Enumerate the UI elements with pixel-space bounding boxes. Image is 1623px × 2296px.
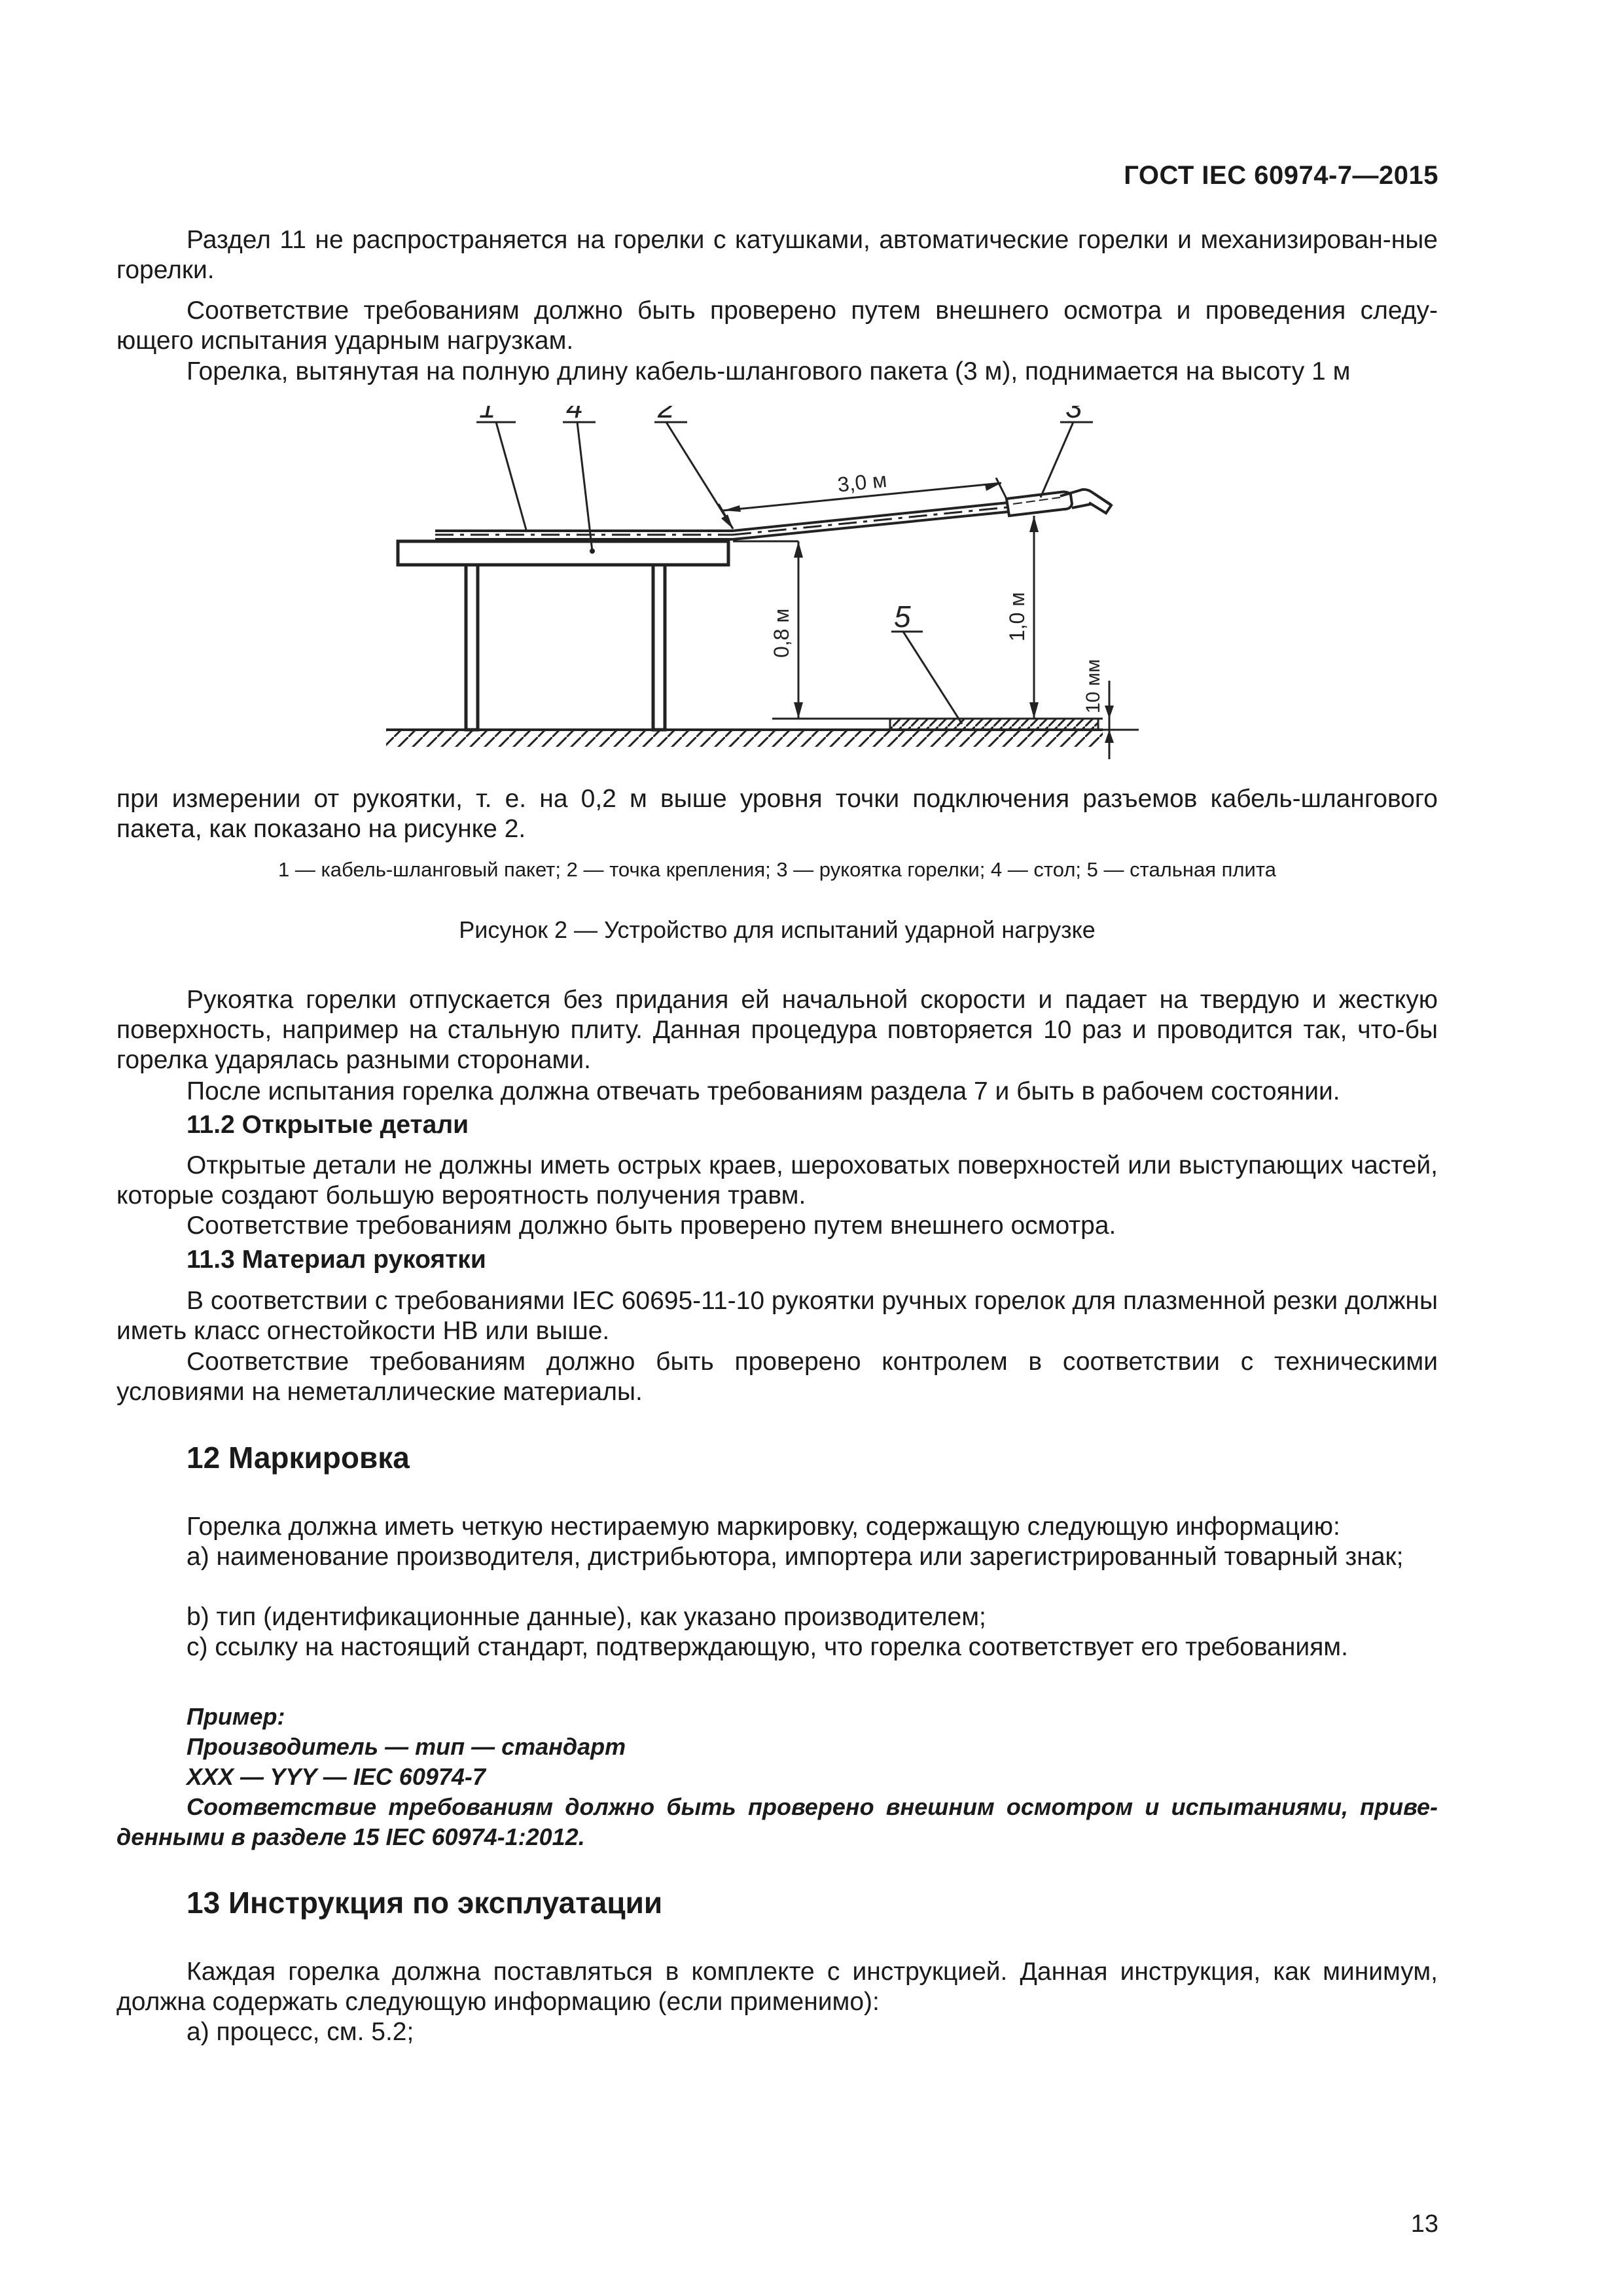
svg-text:5: 5 — [894, 600, 911, 634]
section-12-heading: 12 Маркировка — [187, 1441, 410, 1475]
figure-legend: 1 — кабель-шланговый пакет; 2 — точка крепления; 3 — рукоятка горелки; 4 — стол; 5 — стальная плита — [278, 858, 1276, 881]
intro-paragraph-3: Горелка, вытянутая на полную длину кабель-шлангового пакета (3 м), поднимается на высоту 1 м — [187, 357, 1351, 386]
steel-plate — [772, 719, 1103, 730]
svg-text:2: 2 — [658, 406, 675, 424]
example-line-1: Производитель — тип — стандарт — [187, 1733, 626, 1760]
page-header-standard: ГОСТ IEC 60974-7—2015 — [1124, 161, 1438, 190]
after-figure-paragraph: при измерении от рукоятки, т. е. на 0,2 м выше уровня точки подключения разъемов кабель-шлангового пакета, как показано на рисунке 2. — [116, 785, 1438, 843]
section-12-item-a: а) наименование производителя, дистрибьютора, импортера или зарегистрированный товарный знак; — [187, 1543, 1404, 1571]
section-11-3-paragraph-2: Соответствие требованиям должно быть проверено контролем в соответствии с техническими условиями на неметаллические материалы. — [116, 1348, 1438, 1406]
figure-2 — [380, 406, 1191, 776]
svg-text:3: 3 — [1065, 406, 1082, 424]
label-5 — [891, 600, 962, 724]
section-11-2-paragraph-2: Соответствие требованиям должно быть проверено путем внешнего осмотра. — [187, 1211, 1116, 1240]
torch-handle — [1007, 490, 1111, 516]
section-11-3-paragraph-1: В соответствии с требованиями IEC 60695-11-10 рукоятки ручных горелок для плазменной резки должны иметь класс огнестойкости HB или выше. — [116, 1287, 1438, 1345]
drop-paragraph-1: Рукоятка горелки отпускается без придания ей начальной скорости и падает на твердую и жесткую поверхность, например на стальную плиту. Данная процедура повторяется 10 раз и проводится так, что-бы горелка ударялась разными сторонами. — [116, 986, 1438, 1074]
section-13-heading: 13 Инструкция по эксплуатации — [187, 1886, 663, 1920]
example-note: Соответствие требованиям должно быть проверено внешним осмотром и испытаниями, приве-денными в разделе 15 IEC 60974-1:2012. — [116, 1793, 1438, 1850]
section-11-2-paragraph-1: Открытые детали не должны иметь острых краев, шероховатых поверхностей или выступающих частей, которые создают большую вероятность получения травм. — [116, 1151, 1438, 1210]
ground — [386, 730, 1103, 747]
example-label: Пример: — [187, 1703, 285, 1730]
dim-label-1m: 1,0 м — [1005, 592, 1029, 641]
section-13-paragraph-1: Каждая горелка должна поставляться в комплекте с инструкцией. Данная инструкция, как минимум, должна содержать следующую информацию (если применимо): — [116, 1958, 1438, 2016]
label-2 — [654, 406, 733, 529]
dimension-08m — [733, 541, 803, 719]
page-number: 13 — [1410, 2210, 1438, 2238]
label-3 — [1041, 406, 1093, 497]
dim-label-10mm: 10 мм — [1082, 659, 1104, 713]
section-12-item-c: с) ссылку на настоящий стандарт, подтверждающую, что горелка соответствует его требованиям. — [187, 1633, 1348, 1661]
section-11-3-heading: 11.3 Материал рукоятки — [187, 1246, 486, 1274]
section-12-paragraph-1: Горелка должна иметь четкую нестираемую маркировку, содержащую следующую информацию: — [187, 1513, 1340, 1541]
dim-label-3m: 3,0 м — [836, 467, 888, 497]
figure-title: Рисунок 2 — Устройство для испытаний ударной нагрузке — [459, 916, 1096, 943]
dimension-3m — [719, 468, 1007, 529]
example-line-2: XXX — YYY — IEC 60974-7 — [187, 1763, 486, 1790]
svg-text:1: 1 — [479, 406, 496, 424]
section-12-item-b: b) тип (идентификационные данные), как указано производителем; — [187, 1603, 986, 1631]
intro-paragraph-1: Раздел 11 не распространяется на горелки с катушками, автоматические горелки и механизирован-ные горелки. — [116, 226, 1438, 284]
dim-label-08m: 0,8 м — [770, 608, 793, 658]
svg-text:4: 4 — [566, 406, 583, 424]
section-11-2-heading: 11.2 Открытые детали — [187, 1111, 469, 1139]
table — [398, 541, 728, 730]
section-13-item-a: а) процесс, см. 5.2; — [187, 2018, 414, 2046]
label-1 — [476, 406, 527, 532]
drop-paragraph-2: После испытания горелка должна отвечать требованиям раздела 7 и быть в рабочем состоянии. — [187, 1077, 1340, 1105]
intro-paragraph-2: Соответствие требованиям должно быть проверено путем внешнего осмотра и проведения следу-ющего испытания ударным нагрузкам. — [116, 296, 1438, 355]
dimension-1m — [1005, 516, 1039, 719]
